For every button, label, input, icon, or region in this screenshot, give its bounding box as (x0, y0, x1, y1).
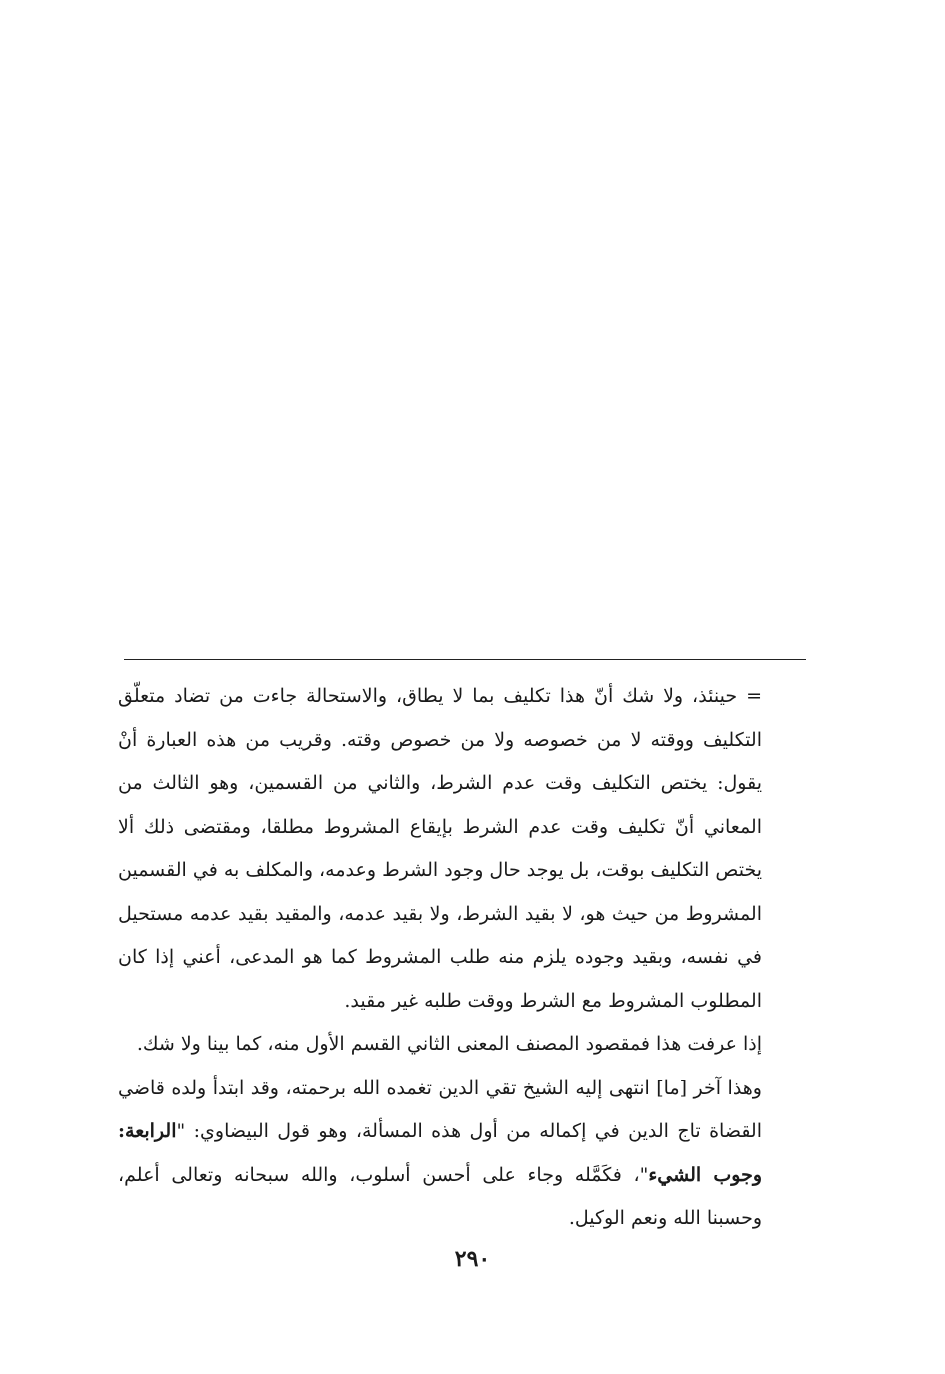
footnote-paragraph-3-end: "، فكَمَّله وجاء على أحسن أسلوب، والله سبحانه وتعالى أعلم، وحسبنا الله ونعم الوكيل. (118, 1163, 762, 1229)
footnote-text-block (118, 675, 762, 1241)
footnote-paragraph-3 (118, 1067, 762, 1241)
footnote-paragraph-1: = حينئذ، ولا شك أنّ هذا تكليف بما لا يطاق، والاستحالة جاءت من تضاد متعلّق التكليف ووقته لا من خصوصه ولا من خصوص وقته. وقريب من هذه العبارة أنْ يقول: يختص التكليف وقت عدم الشرط، والثاني من القسمين، وهو الثالث من المعاني أنّ تكليف وقت عدم الشرط بإيقاع المشروط مطلقا، ومقتضى ذلك ألا يختص التكليف بوقت، بل يوجد حال وجود الشرط وعدمه، والمكلف به في القسمين المشروط من حيث هو، لا بقيد الشرط، ولا بقيد عدمه، والمقيد بقيد عدمه مستحيل في نفسه، وبقيد وجوده يلزم منه طلب المشروط كما هو المدعى، أعني إذا كان المطلوب المشروط مع الشرط ووقت طلبه غير مقيد. (118, 685, 762, 1012)
footnote-paragraph-2: إذا عرفت هذا فمقصود المصنف المعنى الثاني القسم الأول منه، كما بينا ولا شك. (136, 1033, 762, 1055)
page-number: ٢٩٠ (454, 1246, 491, 1272)
footnote-paragraph-3-start: وهذا آخر [ما] انتهى إليه الشيخ تقي الدين تغمده الله برحمته، وقد ابتدأ ولده قاضي القضاة تاج الدين في إكماله من أول هذه المسألة، وهو قول البيضاوي: " (118, 1076, 762, 1142)
footnote-separator-line (124, 659, 806, 660)
quoted-heading-bold: الرابعة: وجوب الشيء (118, 1120, 762, 1186)
